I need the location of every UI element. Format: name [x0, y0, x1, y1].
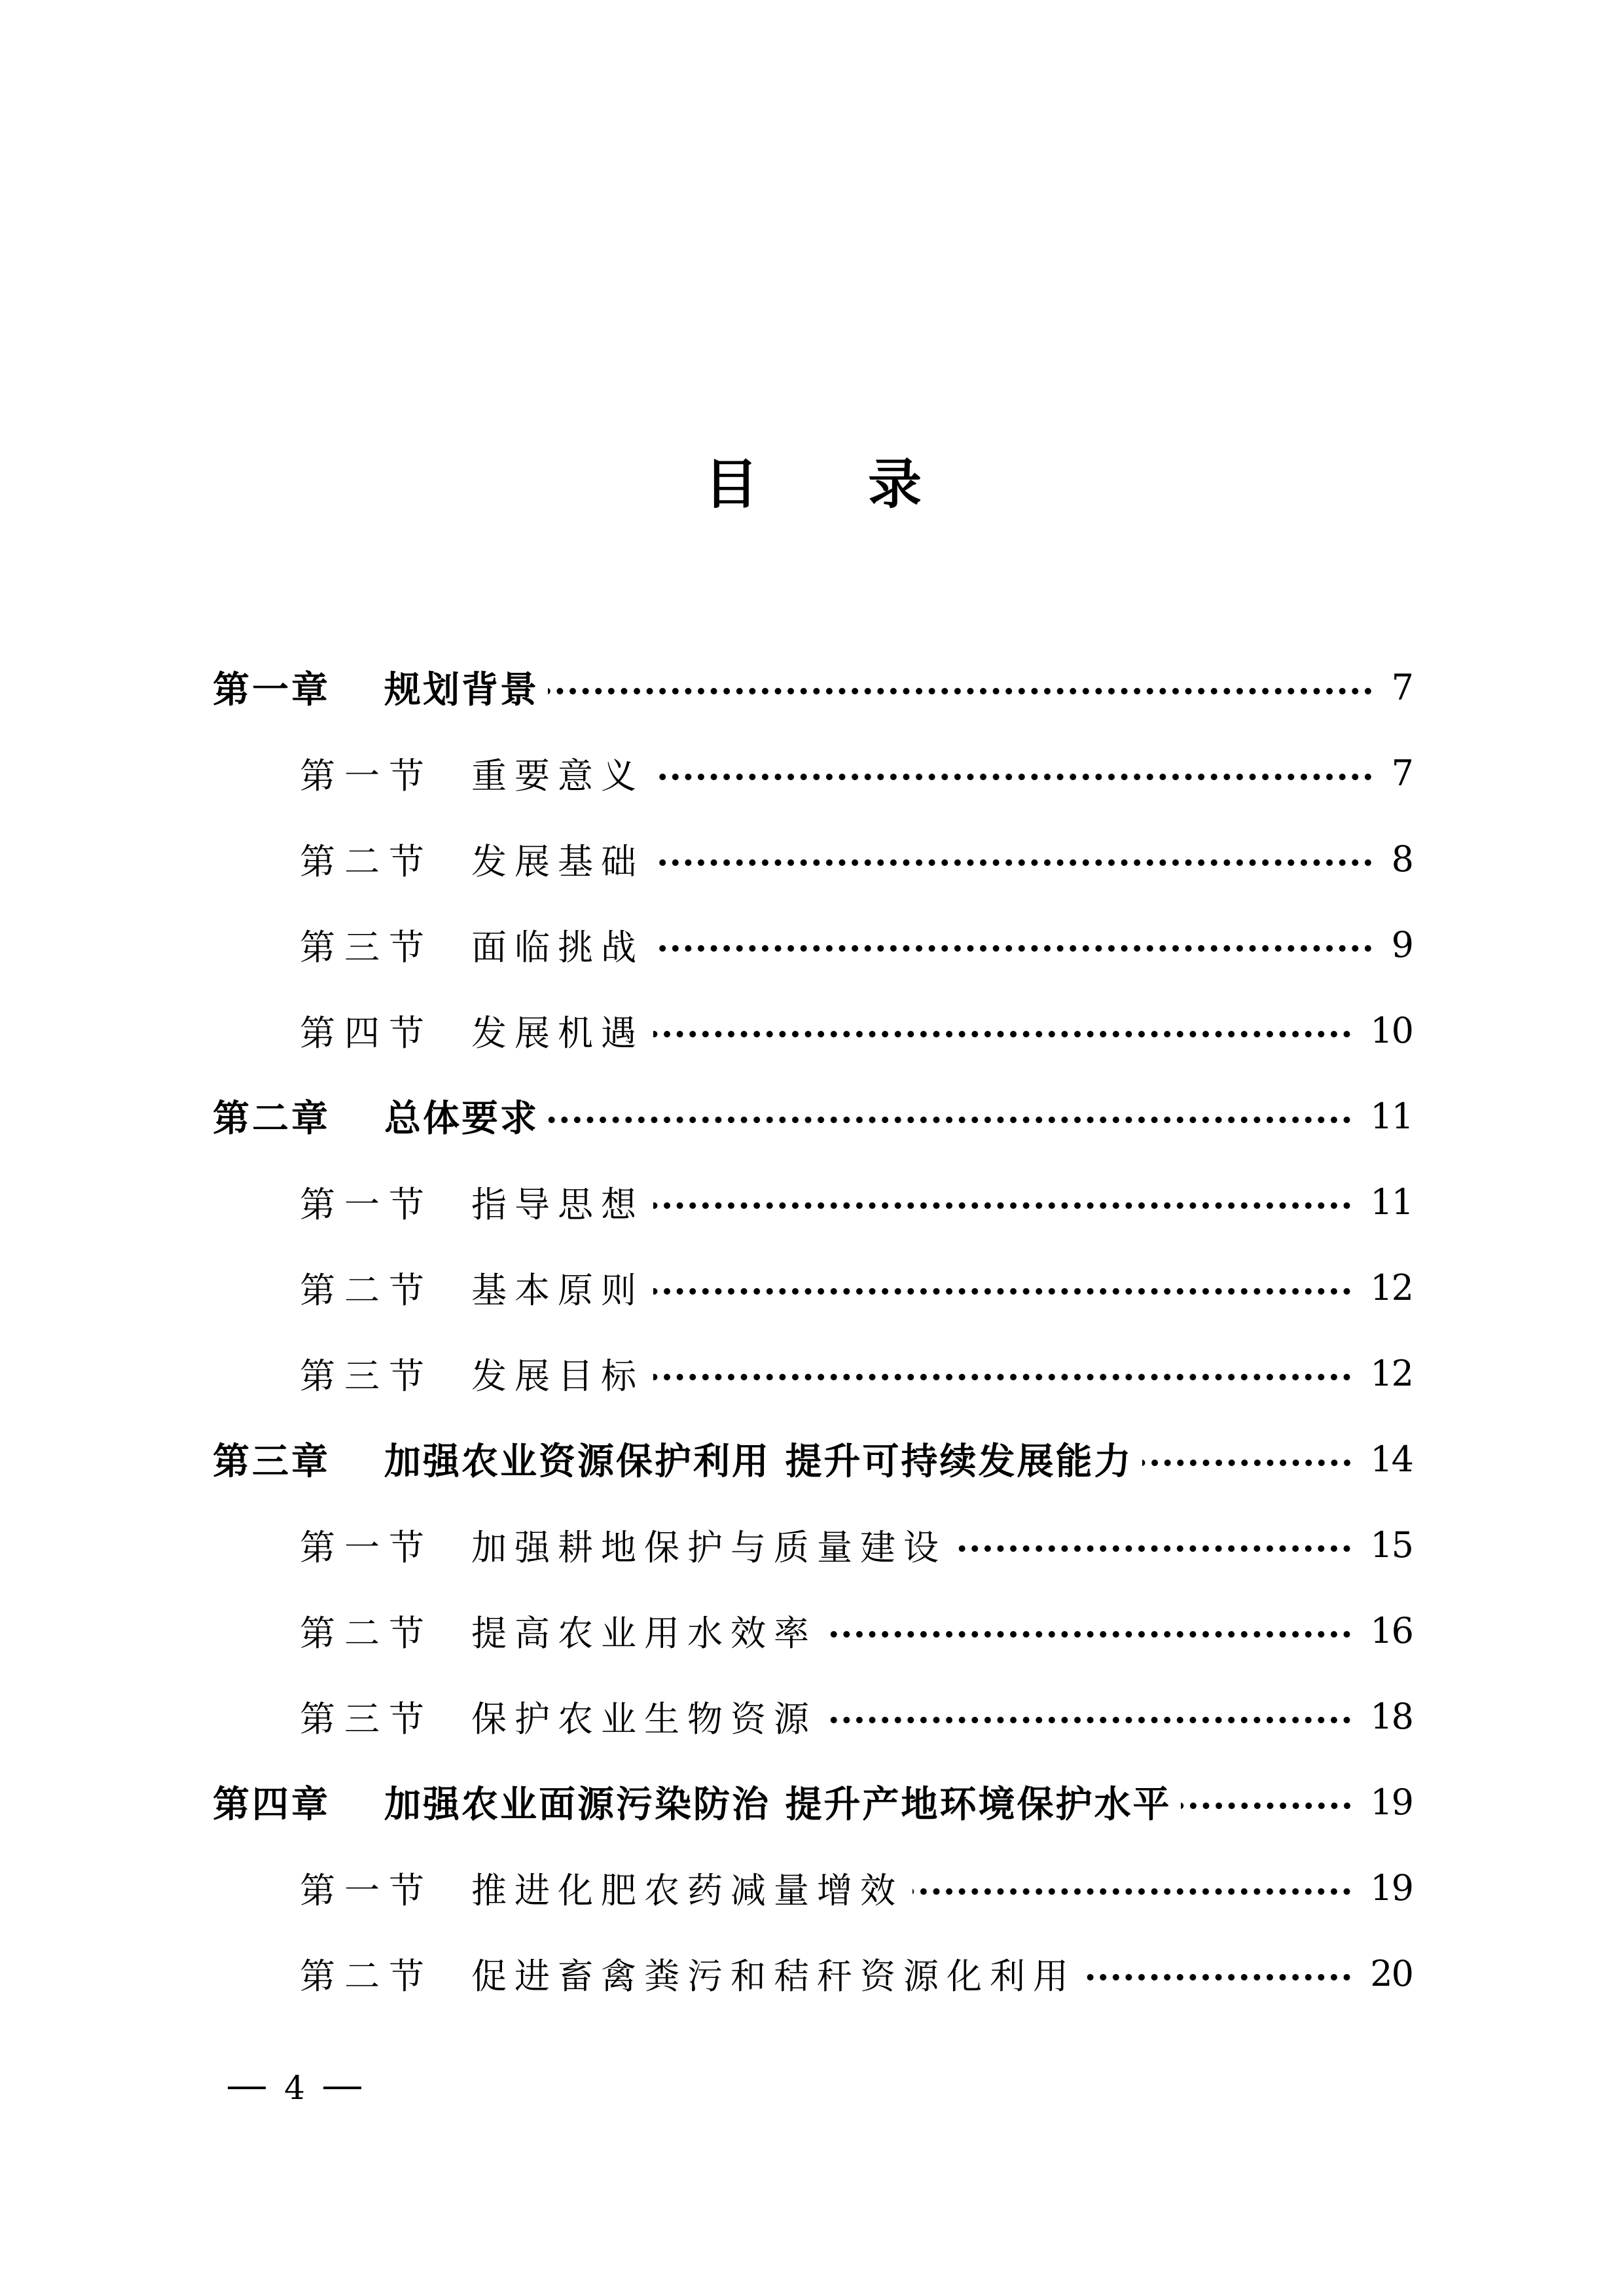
toc-entry-title: 面临挑战: [471, 926, 644, 968]
toc-section-3-2[interactable]: [300, 1598, 1413, 1663]
toc-section-3-3[interactable]: [300, 1683, 1413, 1749]
page-footer: [228, 2068, 361, 2108]
toc-entry-label: 第二章: [213, 1098, 331, 1140]
toc-entry-label: 第三节: [300, 1698, 433, 1740]
toc-chapter-3[interactable]: [213, 1426, 1413, 1492]
toc-section-3-1[interactable]: [300, 1512, 1413, 1577]
dot-leader: [653, 1374, 1353, 1380]
toc-entry-title: 重要意义: [471, 755, 644, 797]
toc-entry-title: 促进畜禽粪污和秸秆资源化利用: [471, 1955, 1076, 1997]
toc-entry-title: 基本原则: [471, 1269, 644, 1311]
toc-entry-page: 14: [1370, 1438, 1413, 1480]
dot-leader: [653, 945, 1375, 952]
toc-section-4-2[interactable]: [300, 1941, 1413, 2006]
page-title-char-2: 录: [868, 453, 922, 516]
dot-leader: [912, 1888, 1353, 1895]
toc-entry-label: 第二节: [300, 1269, 433, 1311]
toc-entry-page: 15: [1370, 1524, 1413, 1566]
toc-section-2-3[interactable]: [300, 1340, 1413, 1406]
dot-leader: [1181, 1803, 1354, 1809]
toc-entry-label: 第四节: [300, 1012, 433, 1054]
toc-entry-label: 第三章: [213, 1441, 331, 1483]
toc-section-1-3[interactable]: [300, 912, 1413, 977]
toc-entry-title: 总体要求: [384, 1098, 539, 1140]
toc-entry-page: 11: [1370, 1095, 1413, 1137]
toc-entry-title: 加强农业面源污染防治 提升产地环境保护水平: [384, 1784, 1172, 1826]
toc-section-2-2[interactable]: [300, 1255, 1413, 1320]
footer-dash-left: [228, 2087, 266, 2089]
toc-chapter-2[interactable]: [213, 1083, 1413, 1149]
toc-entry-label: 第一章: [213, 669, 331, 711]
dot-leader: [653, 774, 1375, 780]
toc-entry-label: 第四章: [213, 1784, 331, 1826]
toc-entry-label: 第二节: [300, 1612, 433, 1654]
dot-leader: [653, 1202, 1353, 1209]
toc-entry-title: 规划背景: [384, 669, 539, 711]
toc-chapter-1[interactable]: [213, 655, 1413, 720]
dot-leader: [548, 1117, 1353, 1123]
toc-entry-label: 第二节: [300, 840, 433, 882]
toc-section-1-4[interactable]: [300, 997, 1413, 1063]
toc-entry-page: 16: [1370, 1609, 1413, 1651]
toc-entry-title: 提高农业用水效率: [471, 1612, 817, 1654]
toc-entry-page: 9: [1391, 924, 1413, 965]
toc-entry-label: 第一节: [300, 755, 433, 797]
dot-leader: [653, 1031, 1353, 1037]
toc-entry-label: 第三节: [300, 926, 433, 968]
toc-entry-label: 第一节: [300, 1183, 433, 1225]
toc-entry-page: 11: [1370, 1181, 1413, 1223]
footer-dash-right: [323, 2087, 361, 2089]
page-title-char-1: 目: [704, 453, 759, 516]
dot-leader: [1085, 1974, 1353, 1981]
toc-entry-page: 20: [1370, 1952, 1413, 1994]
toc-entry-page: 7: [1391, 752, 1413, 794]
toc-entry-page: 12: [1370, 1352, 1413, 1394]
dot-leader: [653, 1288, 1353, 1295]
toc-entry-title: 加强农业资源保护利用 提升可持续发展能力: [384, 1441, 1133, 1483]
toc-section-1-2[interactable]: [300, 826, 1413, 891]
toc-entry-title: 推进化肥农药减量增效: [471, 1869, 903, 1911]
toc-entry-page: 10: [1370, 1009, 1413, 1051]
dot-leader: [956, 1545, 1353, 1552]
toc-entry-label: 第一节: [300, 1526, 433, 1568]
dot-leader: [826, 1631, 1353, 1638]
dot-leader: [826, 1717, 1353, 1723]
toc-chapter-4[interactable]: [213, 1769, 1413, 1835]
toc-entry-label: 第三节: [300, 1355, 433, 1397]
toc-entry-label: 第一节: [300, 1869, 433, 1911]
toc-entry-page: 8: [1391, 838, 1413, 880]
footer-page-number: 4: [284, 2069, 305, 2107]
toc-section-4-1[interactable]: [300, 1855, 1413, 1920]
toc-section-2-1[interactable]: [300, 1169, 1413, 1234]
toc-entry-page: 18: [1370, 1695, 1413, 1737]
dot-leader: [653, 859, 1375, 866]
toc-entry-title: 指导思想: [471, 1183, 644, 1225]
toc-entry-page: 12: [1370, 1266, 1413, 1308]
toc-entry-title: 保护农业生物资源: [471, 1698, 817, 1740]
dot-leader: [1142, 1460, 1354, 1466]
toc-entry-title: 加强耕地保护与质量建设: [471, 1526, 947, 1568]
toc-entry-page: 7: [1391, 666, 1413, 708]
toc-section-1-1[interactable]: [300, 740, 1413, 806]
toc-entry-page: 19: [1370, 1867, 1413, 1909]
toc-entry-title: 发展机遇: [471, 1012, 644, 1054]
toc-entry-title: 发展基础: [471, 840, 644, 882]
toc-entry-page: 19: [1370, 1781, 1413, 1823]
toc-entry-label: 第二节: [300, 1955, 433, 1997]
dot-leader: [548, 688, 1375, 694]
toc-entry-title: 发展目标: [471, 1355, 644, 1397]
